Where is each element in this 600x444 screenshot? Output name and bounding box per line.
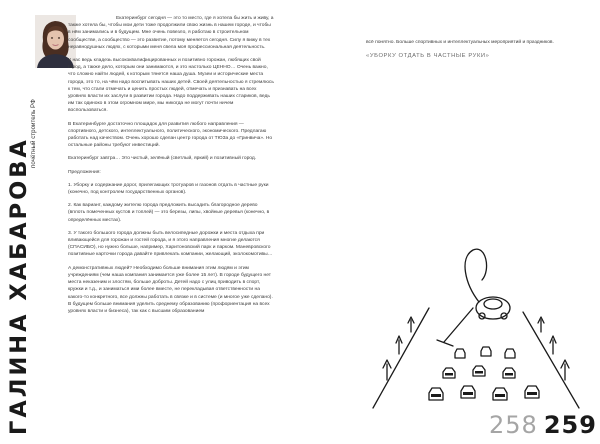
article-subheading: Предложения: xyxy=(68,169,101,175)
vacuum-road-illustration xyxy=(369,212,581,412)
article-paragraph: В Екатеринбурге достаточно площадок для развития любого направления — спортивного, детского, интеллектуального, политического, экономического. Предлагаю работать над качеством. Очень хорошо сделан центр города от ТЮЗа до «Гринвича». Но остальные районы требуют инвестиций. xyxy=(68,121,273,149)
article-paragraph: 1. Уборку и содержание дорог, прилегающих тротуаров и газонов отдать в частные руки (конечно, под контролем государственных органов). xyxy=(68,182,269,196)
article-continuation: всё понятно. Больше спортивных и интеллектуальных мероприятий и праздников. xyxy=(366,40,554,45)
article-paragraph: 3. У такого большого города должны быть велосипедные дорожки и места отдыха при вливающейся для горожан и гостей города, и я этого направления многие делаются (СПАСИБО), но нужно больше, например, Харитоновский парк и парком. Маневровского позитивные карточки города давайте привлекать компании, желающий, эколокомотивы… xyxy=(68,230,273,258)
author-role: почётный строитель РФ xyxy=(30,99,37,168)
article-paragraph: А демонстративных людей? Необходимо больше внимания этим людям и этим учреждениям (чем наша компания занимается уже более 15 лет). В городе будущего нет места неказеним и злостям, больше доброты. Детей надо с улиц приводить в спорт, кружки и т.д., и заниматься ими более вместе, не перекладывая ответственности на какого-то конкретного, все должны работать в связке и в системе (и многое уже сделано). В будущем больше внимания уделить среднему образованию (профориентация на всех уровнях власти и бизнеса), так как с высшим образованием xyxy=(68,265,273,314)
right-page-number: 259 xyxy=(543,411,597,439)
author-name: ГАЛИНА ХАБАРОВА xyxy=(6,137,32,435)
left-page-number: 258 xyxy=(489,411,538,439)
article-paragraph: У нас ведь кладезь высококвалифицированных и позитивно горожан, любящих свой город, а также дело, которым они занимаются, и это настолько ЦЕННО… Очень важно, что сложно найти людей, к которым тянется наша душа. Музеи и исторические места города, это то, на чём надо воспитывать наших детей. Своей деятельностью я стремлюсь к тем, что стали отмечать и ценить простых людей, отмечать и признавать на всех уровнях власти их заслуги в развитии города. Надо поддерживать наших стариков, ведь им так одиноко в этом огромном мире, мы никогда не могут почти ничем воспользоваться. xyxy=(68,58,274,114)
article-paragraph: 2. Как вариант, каждому жителю города предложить высадить благородное дерево (вплоть помеченных кустов и топлей) — это березы, липы, хвойные деревья (конечно, в определённых местах). xyxy=(68,203,270,223)
article-paragraph: Екатеринбург завтра… Это чистый, зелёный (светлый, яркий) и позитивный город. xyxy=(68,156,257,162)
pull-quote: «УБОРКУ ОТДАТЬ В ЧАСТНЫЕ РУКИ» xyxy=(366,53,490,60)
article-column xyxy=(68,15,274,321)
article-paragraph: Екатеринбург сегодня — это то место, где я хотела бы жить и живу, а также хотела бы, чтобы мои дети тоже продолжили свою жизнь в нашем городе, и чтобы в нём занимались и в будущем. Мне очень повезло, я работаю в строительном сообществе, а сообщество — это развитие, потому меняется сегодня. Силу я вижу в тех неравнодушных людях, с которыми меня свела моя профессиональная деятельность. xyxy=(68,16,274,50)
page-numbers xyxy=(489,411,597,439)
continuation-column xyxy=(366,39,580,59)
